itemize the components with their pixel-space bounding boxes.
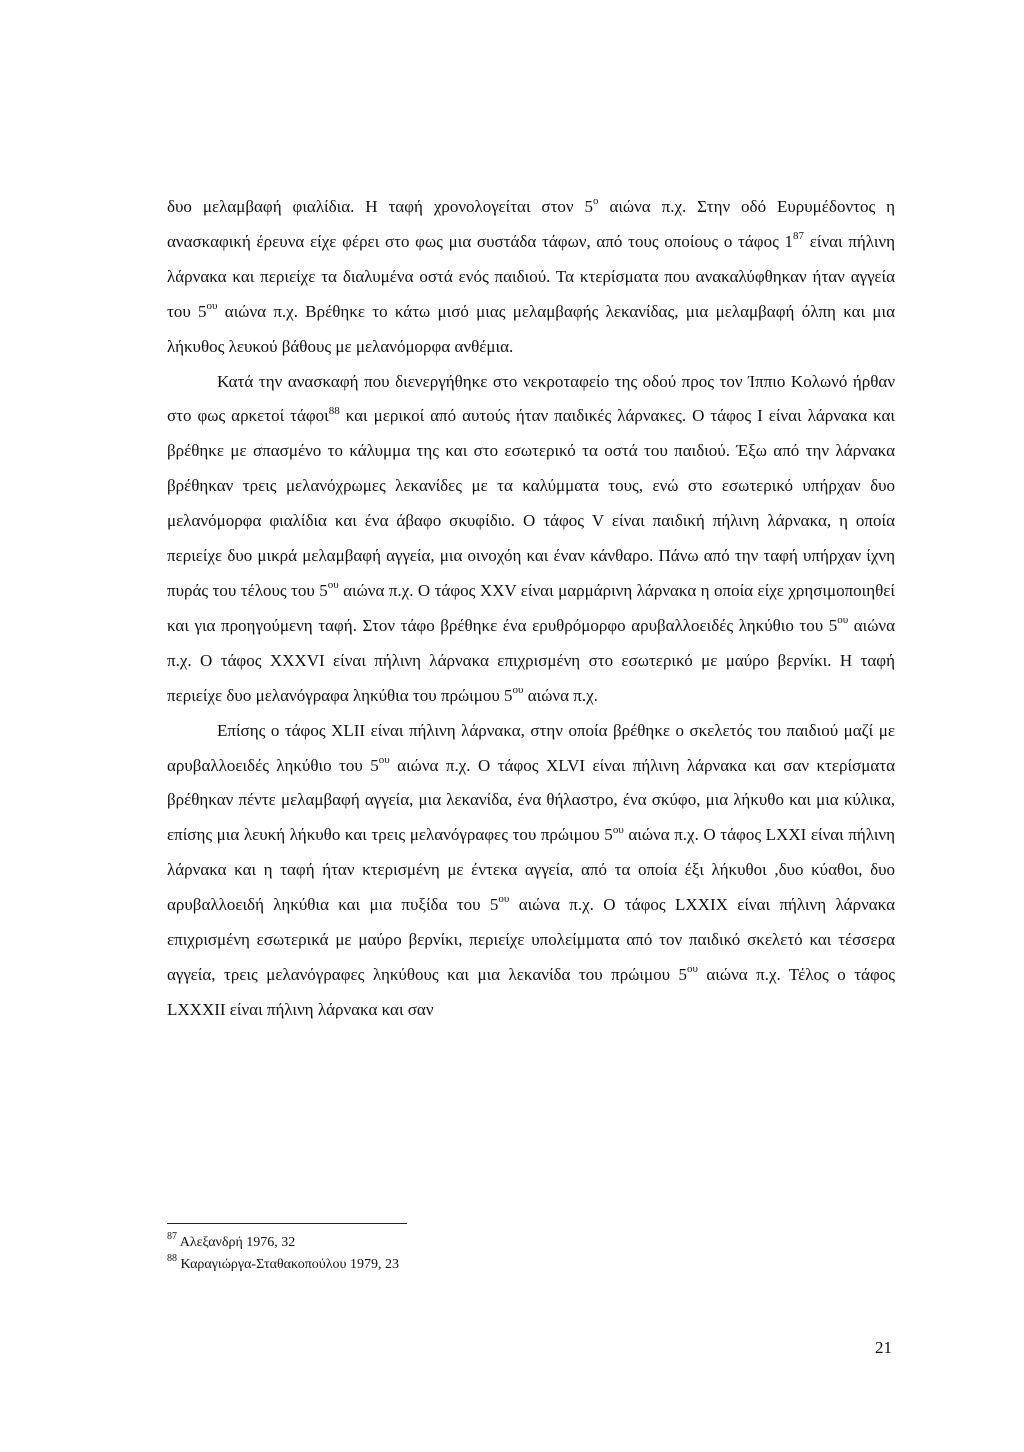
superscript: ο bbox=[593, 195, 599, 208]
superscript: ου bbox=[512, 684, 524, 697]
footnote-87 bbox=[167, 1232, 767, 1254]
text-run: αιώνα π.χ. bbox=[523, 685, 598, 705]
footnote-ref-87: 87 bbox=[793, 230, 805, 243]
text-run: αιώνα π.χ. Ο τάφος XXXVI είναι πήλινη λάρνακα επιχρισμένη στο εσωτερικό με μαύρο βερνίκι. Η ταφή περιείχε δυο μελανόγραφα ληκύθια του πρώιμου 5 bbox=[167, 615, 895, 705]
text-run: αιώνα π.χ. Στην οδό Ευρυμέδοντος η ανασκαφική έρευνα είχε φέρει στο φως μια συστάδα τάφων, από τους οποίους ο τάφος 1 bbox=[167, 197, 895, 251]
footnote-text: Αλεξανδρή 1976, 32 bbox=[177, 1235, 296, 1250]
superscript: ου bbox=[837, 614, 849, 627]
footnote-text: Καραγιώργα-Σταθακοπούλου 1979, 23 bbox=[177, 1257, 399, 1272]
text-run: αιώνα π.χ. Ο τάφος XLVI είναι πήλινη λάρνακα και σαν κτερίσματα βρέθηκαν πέντε μελαμβαφή αγγεία, μια λεκανίδα, ένα θήλαστρο, ένα σκύφο, μια λήκυθο και μια κύλικα, επίσης μια λευκή λήκυθο και τρεις μελανόγραφες του πρώιμου 5 bbox=[167, 755, 896, 845]
footnote-number: 87 bbox=[167, 1231, 177, 1243]
footnote-88 bbox=[167, 1254, 767, 1276]
text-run: αιώνα π.χ. Ο τάφος LXXIX είναι πήλινη λάρνακα επιχρισμένη εσωτερικά με μαύρο βερνίκι, περιείχε υπολείμματα από τον παιδικό σκελετό και τέσσερα αγγεία, τρεις μελανόγραφες ληκύθους και μια λεκανίδα του πρώιμου 5 bbox=[167, 895, 895, 984]
footnote-number: 88 bbox=[167, 1253, 177, 1265]
paragraph-3 bbox=[167, 714, 895, 1028]
paragraph-2 bbox=[167, 365, 895, 714]
superscript: ου bbox=[686, 963, 698, 976]
superscript: ου bbox=[327, 579, 339, 592]
text-run: Κατά την ανασκαφή που διενεργήθηκε στο νεκροταφείο της οδού προς τον Ίππιο Κολωνό ήρθαν στο φως αρκετοί τάφοι bbox=[167, 371, 895, 426]
superscript: ου bbox=[378, 753, 390, 766]
superscript: ου bbox=[498, 893, 510, 906]
body-text bbox=[167, 190, 895, 1028]
text-run: και μερικοί από αυτούς ήταν παιδικές λάρνακες. Ο τάφος Ι είναι λάρνακα και βρέθηκε με σπασμένο το κάλυμμα της και στο εσωτερικό τα οστά του παιδιού. Έξω από την λάρνακα βρέθηκαν τρεις μελανόχρωμες λεκανίδες με τα καλύμματα τους, ενώ στο εσωτερικό υπήρχαν δυο μελανόμορφα φιαλίδια και ένα άβαφο σκυφίδιο. Ο τάφος V είναι παιδική πήλινη λάρνακα, η οποία περιείχε δυο μικρά μελαμβαφή αγγεία, μια οινοχόη και έναν κάνθαρο. Πάνω από την ταφή υπήρχαν ίχνη πυράς του τέλους του 5 bbox=[167, 406, 895, 600]
text-run: είναι πήλινη λάρνακα και περιείχε τα διαλυμένα οστά ενός παιδιού. Τα κτερίσματα που ανακαλύφθηκαν ήταν αγγεία του 5 bbox=[167, 231, 895, 321]
footnotes bbox=[167, 1232, 767, 1276]
paragraph-1 bbox=[167, 190, 895, 365]
text-run: αιώνα π.χ. Τέλος ο τάφος LXXXII είναι πήλινη λάρνακα και σαν bbox=[167, 964, 895, 1019]
text-run: δυο μελαμβαφή φιαλίδια. Η ταφή χρονολογείται στον 5 bbox=[167, 197, 594, 216]
footnote-divider bbox=[167, 1223, 407, 1224]
text-run: Επίσης ο τάφος XLII είναι πήλινη λάρνακα, στην οποία βρέθηκε ο σκελετός του παιδιού μαζί με αρυβαλλοειδές ληκύθιο του 5 bbox=[167, 720, 895, 775]
text-run: αιώνα π.χ. Βρέθηκε το κάτω μισό μιας μελαμβαφής λεκανίδας, μια μελαμβαφή όλπη και μια λήκυθος λευκού βάθους με μελανόμορφα ανθέμια. bbox=[167, 301, 895, 356]
text-run: αιώνα π.χ. Ο τάφος XXV είναι μαρμάρινη λάρνακα η οποία είχε χρησιμοποιηθεί και για προηγούμενη ταφή. Στον τάφο βρέθηκε ένα ερυθρόμορφο αρυβαλλοειδές ληκύθιο του 5 bbox=[167, 580, 895, 635]
text-run: αιώνα π.χ. Ο τάφος LXXI είναι πήλινη λάρνακα και η ταφή ήταν κτερισμένη με έντεκα αγγεία, από τα οποία έξι λήκυθοι ,δυο κύαθοι, δυο αρυβαλλοειδή ληκύθια και μια πυξίδα του 5 bbox=[167, 825, 895, 915]
superscript: ου bbox=[206, 300, 218, 313]
footnote-ref-88: 88 bbox=[328, 404, 340, 417]
page-number: 21 bbox=[875, 1338, 892, 1357]
superscript: ου bbox=[612, 823, 624, 836]
